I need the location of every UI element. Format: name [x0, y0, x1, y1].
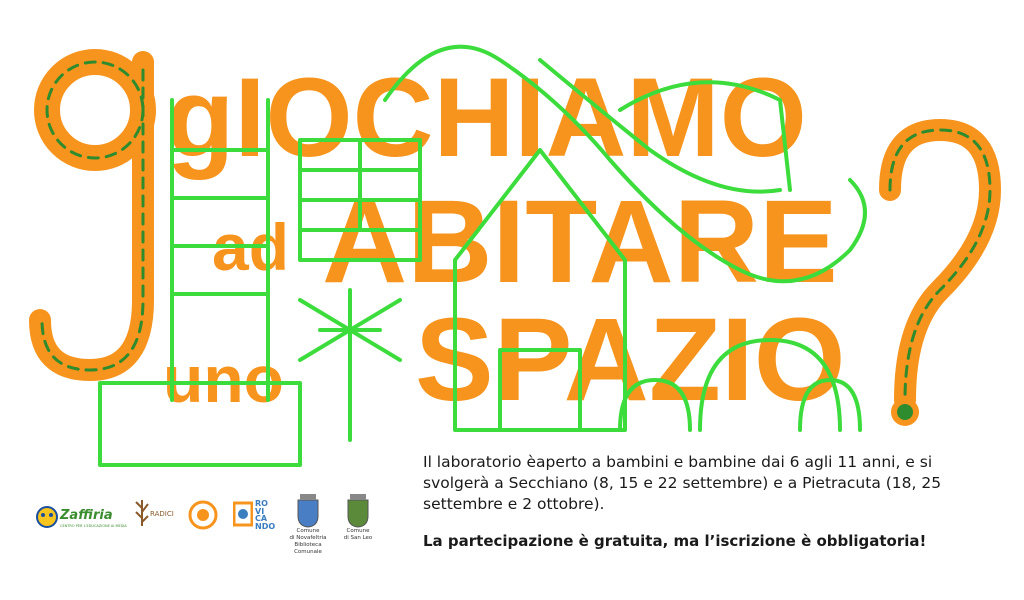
- novafeltria-caption-4: Comunale: [294, 549, 322, 555]
- orange-circle-icon: [188, 500, 218, 530]
- title-abitare: ABITARE: [322, 176, 838, 308]
- zaffiria-face-icon: [36, 506, 58, 528]
- title-giochiamo: gIOCHIAMO: [166, 55, 807, 180]
- rovicando-line-2: VI: [255, 506, 265, 516]
- radici-logo: [134, 498, 178, 534]
- question-mark-shape: [890, 130, 990, 426]
- novafeltria-logo: [288, 494, 328, 556]
- novafeltria-caption-3: Biblioteca: [294, 542, 322, 548]
- title-spazio: SPAZIO: [415, 294, 846, 426]
- sanleo-caption-2: di San Leo: [343, 535, 373, 541]
- orange-circle-logo: [188, 500, 218, 534]
- info-block: [423, 452, 943, 552]
- info-notice: La partecipazione è gratuita, ma l’iscrizione è obbligatoria!: [423, 532, 927, 550]
- title-uno: uno: [163, 342, 284, 416]
- sanleo-caption-1: Comune: [346, 528, 370, 534]
- rovicando-line-1: RO: [255, 499, 268, 508]
- sanleo-crest-icon: [345, 494, 371, 528]
- green-asterisk: [300, 290, 400, 440]
- tree-roots-icon: [134, 498, 150, 528]
- rovicando-mark-icon: [233, 500, 253, 528]
- title-ad: ad: [212, 210, 290, 284]
- zaffiria-tagline: CENTRO PER L'EDUCAZIONE AI MEDIA: [60, 524, 127, 528]
- rovicando-line-3: CA: [255, 514, 268, 523]
- novafeltria-caption-1: Comune: [296, 528, 320, 534]
- logo-strip: [36, 494, 406, 574]
- info-paragraph: Il laboratorio èaperto a bambini e bambine dai 6 agli 11 anni, e si svolgerà a Secchiano (8, 15 e 22 settembre) e a Pietracuta (18, 25 settembre e 2 ottobre).: [423, 453, 942, 513]
- novafeltria-caption-2: di Novafeltria: [289, 535, 327, 541]
- zaffiria-name: Zaffiria: [60, 508, 113, 523]
- rovicando-logo: [233, 500, 283, 534]
- letter-g-shape: [40, 62, 143, 370]
- radici-name: RADICI: [150, 510, 174, 518]
- novafeltria-crest-icon: [294, 494, 322, 528]
- rovicando-line-4: NDO: [255, 521, 276, 531]
- sanleo-logo: [340, 494, 376, 542]
